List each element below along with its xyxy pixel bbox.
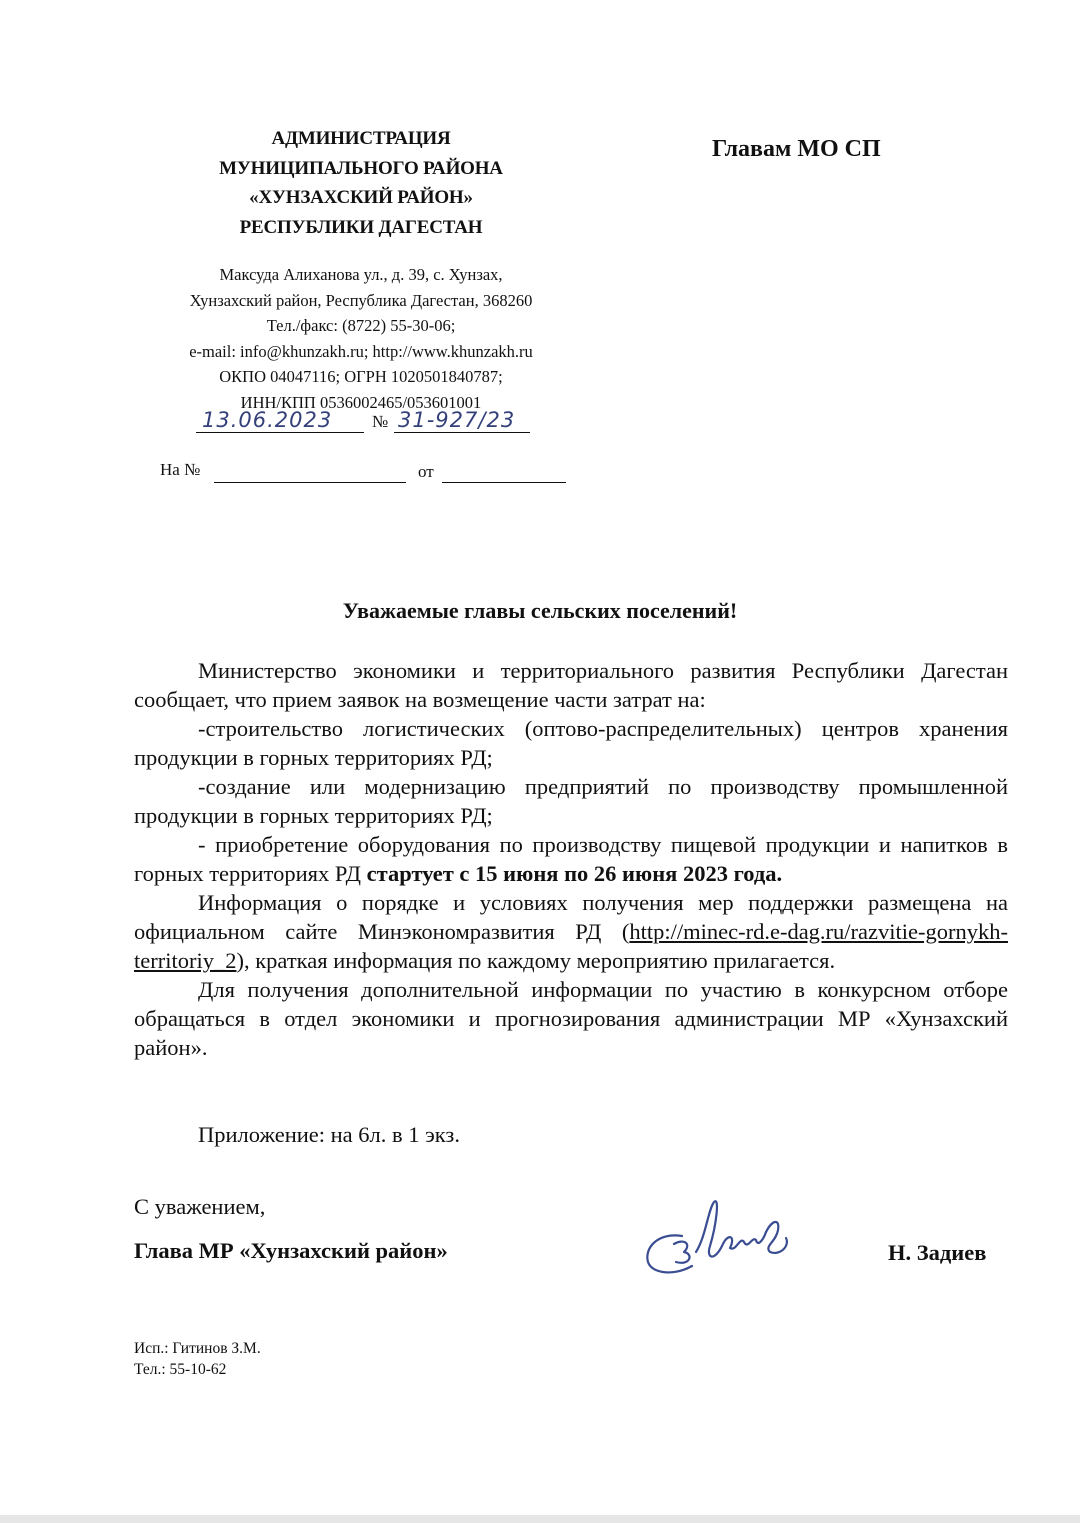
org-line: АДМИНИСТРАЦИЯ: [271, 128, 451, 149]
org-line: «ХУНЗАХСКИЙ РАЙОН»: [249, 187, 473, 208]
registration-number-label: №: [372, 412, 389, 431]
reference-blank-line: [214, 482, 406, 483]
date-underline: [196, 432, 364, 433]
org-line: РЕСПУБЛИКИ ДАГЕСТАН: [239, 216, 483, 238]
executor-phone: Тел.: 55-10-62: [134, 1361, 227, 1378]
organization-address: [150, 262, 572, 416]
organization-name: [160, 124, 562, 242]
signature-icon: [640, 1196, 800, 1280]
list-item-text: - приобретение оборудования по производству пищевой продукции и напитков в горных территориях РД: [134, 832, 1008, 886]
registration-number: 31-927/23: [398, 408, 516, 432]
address-line: Максуда Алиханова ул., д. 39, с. Хунзах,: [219, 265, 503, 284]
list-item: -создание или модернизацию предприятий по производству промышленной продукции в горных территориях РД;: [134, 774, 1008, 828]
paragraph-text: Информация о порядке и условиях получения мер поддержки размещена на официальном сайте Минэкономразвития РД (: [134, 890, 1008, 944]
signatory-title: Глава МР «Хунзахский район»: [134, 1238, 448, 1263]
number-underline: [394, 432, 530, 433]
annex-note: Приложение: на 6л. в 1 экз.: [198, 1122, 460, 1147]
letter-body: [134, 656, 1008, 1062]
address-line: e-mail: info@khunzakh.ru; http://www.khunzakh.ru: [189, 341, 533, 361]
deadline-text: стартует с 15 июня по 26 июня 2023 года.: [366, 861, 783, 886]
paragraph: Министерство экономики и территориального развития Республики Дагестан сообщает, что прием заявок на возмещение части затрат на:: [134, 658, 1008, 712]
address-line: Тел./факс: (8722) 55-30-06;: [266, 316, 456, 336]
executor-info: [134, 1338, 261, 1380]
paragraph: [134, 888, 1008, 975]
paragraph-text: ), краткая информация по каждому мероприятию прилагается.: [236, 948, 836, 973]
ministry-website-link[interactable]: http://minec-rd.e-dag.ru/razvitie-gornykh-territoriy_2: [134, 919, 1008, 973]
signatory-name: Н. Задиев: [888, 1240, 987, 1265]
from-blank-line: [442, 482, 566, 483]
address-line: ИНН/КПП 0536002465/053601001: [240, 392, 482, 412]
from-label: от: [418, 462, 434, 481]
page-bottom-edge: [0, 1515, 1080, 1523]
list-item: [134, 830, 1008, 888]
address-line: ОКПО 04047116; ОГРН 1020501840787;: [219, 367, 503, 387]
org-line: МУНИЦИПАЛЬНОГО РАЙОНА: [219, 157, 503, 179]
paragraph: Для получения дополнительной информации по участию в конкурсном отборе обращаться в отдел экономики и прогнозирования администрации МР «Хунзахский район».: [134, 977, 1008, 1060]
regards: С уважением,: [134, 1194, 266, 1219]
reference-label: На №: [160, 460, 201, 479]
executor-name: Исп.: Гитинов З.М.: [134, 1340, 261, 1357]
addressee: Главам МО СП: [712, 136, 881, 162]
greeting: Уважаемые главы сельских поселений!: [342, 598, 738, 623]
list-item: -строительство логистических (оптово-распределительных) центров хранения продукции в горных территориях РД;: [134, 716, 1008, 770]
registration-date: 13.06.2023: [202, 408, 333, 432]
address-line: Хунзахский район, Республика Дагестан, 368260: [189, 290, 533, 310]
